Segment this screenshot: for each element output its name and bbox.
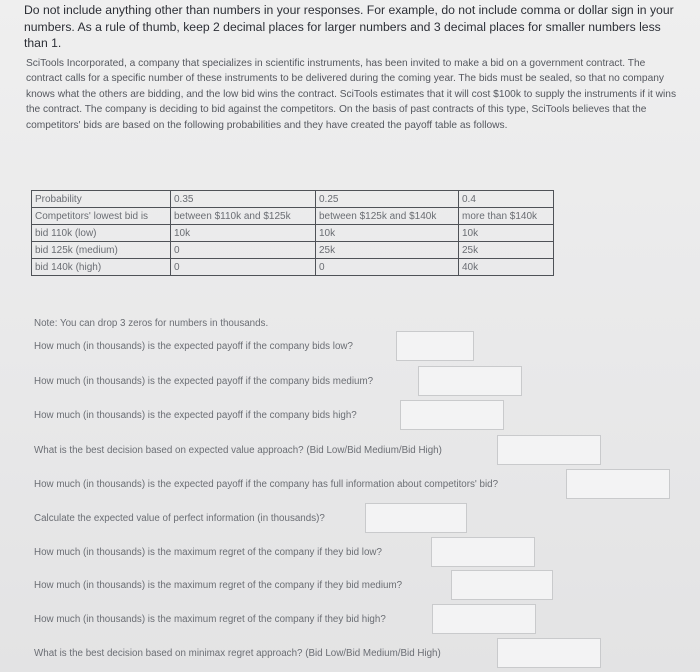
table-cell: 0.4 (459, 191, 554, 208)
question-5-label: How much (in thousands) is the expected payoff if the company has full information about competitors' bid? (34, 479, 499, 490)
question-2-label: How much (in thousands) is the expected payoff if the company bids medium? (34, 376, 374, 387)
table-cell: bid 140k (high) (32, 259, 171, 276)
table-cell: 10k (171, 225, 316, 242)
answer-8-input[interactable] (451, 570, 553, 600)
question-1-label: How much (in thousands) is the expected payoff if the company bids low? (34, 341, 353, 352)
table-cell: 0 (171, 242, 316, 259)
answer-9-input[interactable] (432, 604, 536, 634)
question-4-label: What is the best decision based on expected value approach? (Bid Low/Bid Medium/Bid High) (34, 445, 442, 456)
answer-3-input[interactable] (400, 400, 504, 430)
answer-6-input[interactable] (365, 503, 467, 533)
question-10-label: What is the best decision based on minimax regret approach? (Bid Low/Bid Medium/Bid High) (34, 648, 441, 659)
table-cell: 0.35 (171, 191, 316, 208)
table-cell: more than $140k (459, 208, 554, 225)
table-cell: between $125k and $140k (316, 208, 459, 225)
table-cell: 25k (459, 242, 554, 259)
answer-10-input[interactable] (497, 638, 601, 668)
table-cell: Competitors' lowest bid is (32, 208, 171, 225)
table-cell: bid 110k (low) (32, 225, 171, 242)
table-cell: Probability (32, 191, 171, 208)
answer-7-input[interactable] (431, 537, 535, 567)
table-cell: 0.25 (316, 191, 459, 208)
table-cell: 0 (316, 259, 459, 276)
answer-5-input[interactable] (566, 469, 670, 499)
note-text: Note: You can drop 3 zeros for numbers in thousands. (34, 318, 269, 329)
answer-2-input[interactable] (418, 366, 522, 396)
question-9-label: How much (in thousands) is the maximum regret of the company if they bid high? (34, 614, 386, 625)
question-8-label: How much (in thousands) is the maximum regret of the company if they bid medium? (34, 580, 403, 591)
instructions-text: Do not include anything other than numbers in your responses. For example, do not include comma or dollar sign in your numbers. As a rule of thumb, keep 2 decimal places for larger numbers and 3 decimal places for smaller numbers less than 1. (24, 3, 674, 50)
problem-text: SciTools Incorporated, a company that specializes in scientific instruments, has been invited to make a bid on a government contract. The contract calls for a specific number of these instruments to be delivered during the coming year. The bids must be sealed, so that no company knows what the others are bidding, and the low bid wins the contract. SciTools estimates that it will cost $100k to supply the instruments if it wins the contract. The company is deciding to bid against the competitors. On the basis of past contracts of this type, SciTools believes that the competitors' bids are based on the following probabilities and they have created the payoff table as follows. (26, 58, 677, 131)
table-cell: between $110k and $125k (171, 208, 316, 225)
table-cell: 25k (316, 242, 459, 259)
table-cell: 0 (171, 259, 316, 276)
answer-4-input[interactable] (497, 435, 601, 465)
table-cell: 40k (459, 259, 554, 276)
table-cell: bid 125k (medium) (32, 242, 171, 259)
table-cell: 10k (459, 225, 554, 242)
answer-1-input[interactable] (396, 331, 474, 361)
question-6-label: Calculate the expected value of perfect information (in thousands)? (34, 513, 325, 524)
table-cell: 10k (316, 225, 459, 242)
question-3-label: How much (in thousands) is the expected payoff if the company bids high? (34, 410, 357, 421)
question-7-label: How much (in thousands) is the maximum regret of the company if they bid low? (34, 547, 382, 558)
